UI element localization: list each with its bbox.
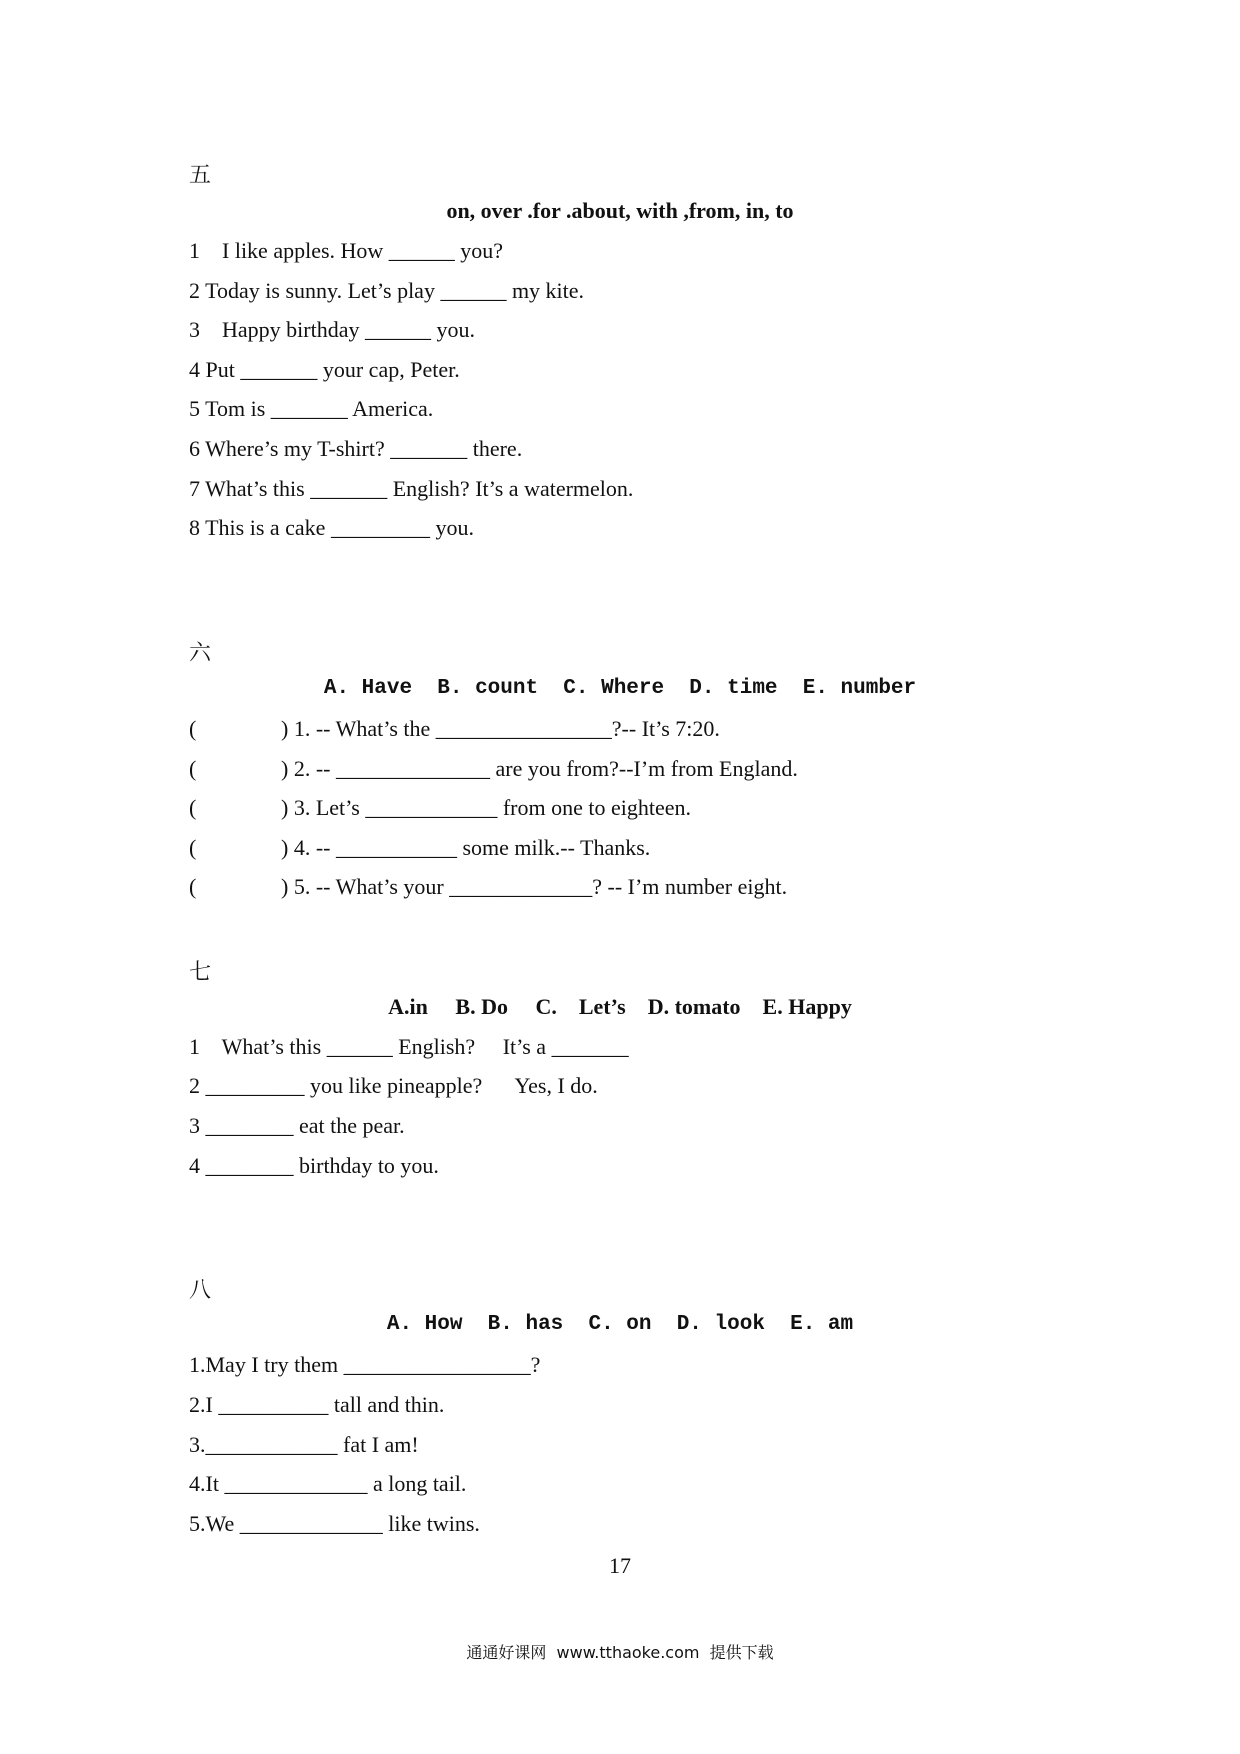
section-6-options: A. Have B. count C. Where D. time E. number	[323, 677, 917, 700]
section-6-item-4: ) 4. -- ___________ some milk.-- Thanks.	[281, 835, 651, 860]
section-7-options: A.in B. Do C. Let’s D. tomato E. Happy	[388, 994, 852, 1019]
section-6-item-4-paren: (	[189, 835, 197, 860]
section-7-number: 七	[189, 960, 212, 985]
section-8-item-3: 3.____________ fat I am!	[189, 1432, 419, 1457]
section-5-item-8: 8 This is a cake _________ you.	[189, 515, 474, 540]
section-8-item-1: 1.May I try them _________________?	[189, 1352, 541, 1377]
section-8-item-2: 2.I __________ tall and thin.	[189, 1392, 445, 1417]
section-5-item-1: 1 I like apples. How ______ you?	[189, 238, 504, 263]
section-5-item-7: 7 What’s this _______ English? It’s a watermelon.	[189, 476, 634, 501]
section-8-options: A. How B. has C. on D. look E. am	[386, 1313, 854, 1336]
section-7-item-2: 2 _________ you like pineapple? Yes, I do.	[189, 1073, 598, 1098]
section-7-item-4: 4 ________ birthday to you.	[189, 1153, 439, 1178]
section-6-item-3-paren: (	[189, 795, 197, 820]
section-5-options: on, over .for .about, with ,from, in, to	[446, 198, 794, 223]
section-6-item-3: ) 3. Let’s ____________ from one to eighteen.	[281, 795, 691, 820]
section-6-item-5-paren: (	[189, 874, 197, 899]
section-5-item-3: 3 Happy birthday ______ you.	[189, 317, 475, 342]
footer-credit: 通通好课网 www.tthaoke.com 提供下载	[466, 1643, 774, 1662]
section-8-number: 八	[189, 1278, 212, 1303]
section-6-item-1: ) 1. -- What’s the ________________?-- It’s 7:20.	[281, 716, 720, 741]
section-5-item-2: 2 Today is sunny. Let’s play ______ my kite.	[189, 278, 585, 303]
section-8-item-5: 5.We _____________ like twins.	[189, 1511, 480, 1536]
section-6-item-5: ) 5. -- What’s your _____________? -- I’m number eight.	[281, 874, 788, 899]
section-5-number: 五	[189, 163, 212, 188]
section-7-item-3: 3 ________ eat the pear.	[189, 1113, 405, 1138]
section-5-item-5: 5 Tom is _______ America.	[189, 396, 434, 421]
section-7-item-1: 1 What’s this ______ English? It’s a _______	[189, 1034, 629, 1059]
section-6-item-2-paren: (	[189, 756, 197, 781]
section-5-item-6: 6 Where’s my T-shirt? _______ there.	[189, 436, 523, 461]
section-5-item-4: 4 Put _______ your cap, Peter.	[189, 357, 460, 382]
section-6-item-2: ) 2. -- ______________ are you from?--I’m from England.	[281, 756, 798, 781]
section-6-number: 六	[189, 641, 212, 666]
section-8-item-4: 4.It _____________ a long tail.	[189, 1471, 467, 1496]
page-number: 17	[609, 1553, 631, 1578]
section-6-item-1-paren: (	[189, 716, 197, 741]
